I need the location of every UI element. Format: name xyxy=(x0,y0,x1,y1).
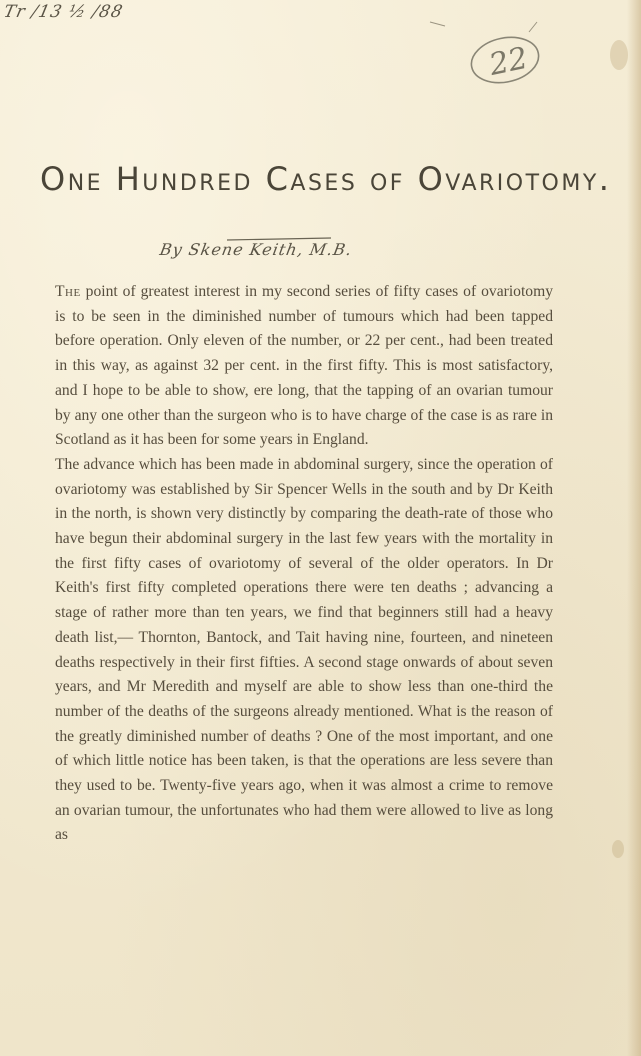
body-text xyxy=(55,280,553,848)
page-edge-shadow xyxy=(627,0,641,1056)
paper-stain xyxy=(610,40,628,70)
library-stamp-icon xyxy=(425,20,555,95)
stamp-number: 22 xyxy=(486,40,531,83)
paragraph-text: point of greatest interest in my second series of fifty cases of ovariotomy is to be seen in the diminished number of tumours which had been tapped before operation. Only eleven of the number, or 22 per cent., had been treated in this way, as against 32 per cent. in the first fifty. This is most satisfactory, and I hope to be able to show, ere long, that the tapping of an ovarian tumour by any one other than the surgeon who is to have charge of the case is as rare in Scotland as it has been for some years in England. xyxy=(55,283,553,449)
paper-stain xyxy=(612,840,624,858)
paragraph-text: The advance which has been made in abdominal surgery, since the operation of ovariotomy was established by Sir Spencer Wells in the south and by Dr Keith in the north, is shown very distinctly by comparing the death-rate of those who have begun their abdominal surgery in the last few years with the mortality in the first fifty cases of ovariotomy of several of the older operators. In Dr Keith's first fifty completed operations there were ten deaths ; advancing a stage of rather more than ten years, we find that beginners still had a heavy death list,— Thornton, Bantock, and Tait having nine, fourteen, and nineteen deaths respectively in their first fifties. A second stage onwards of about seven years, and Mr Meredith and myself are able to show less than one-third the number of the deaths of the surgeons already mentioned. What is the reason of the greatly diminished number of deaths ? One of the most important, and one of which little notice has been taken, is that the operations are less severe than they used to be. Twenty-five years ago, when it was almost a crime to remove an ovarian tumour, the unfortunates who had them were allowed to live as long as xyxy=(55,455,553,844)
paragraph-lead-in: The xyxy=(55,283,81,300)
signature-underline xyxy=(225,236,335,242)
paragraph xyxy=(55,453,553,848)
handwritten-author-signature: By Skene Keith, M.B. xyxy=(158,240,354,259)
paragraph xyxy=(55,280,553,453)
page-title: One Hundred Cases of Ovariotomy. xyxy=(40,160,612,198)
handwritten-shelfmark: Tr /13 ½ /88 xyxy=(1,2,126,22)
